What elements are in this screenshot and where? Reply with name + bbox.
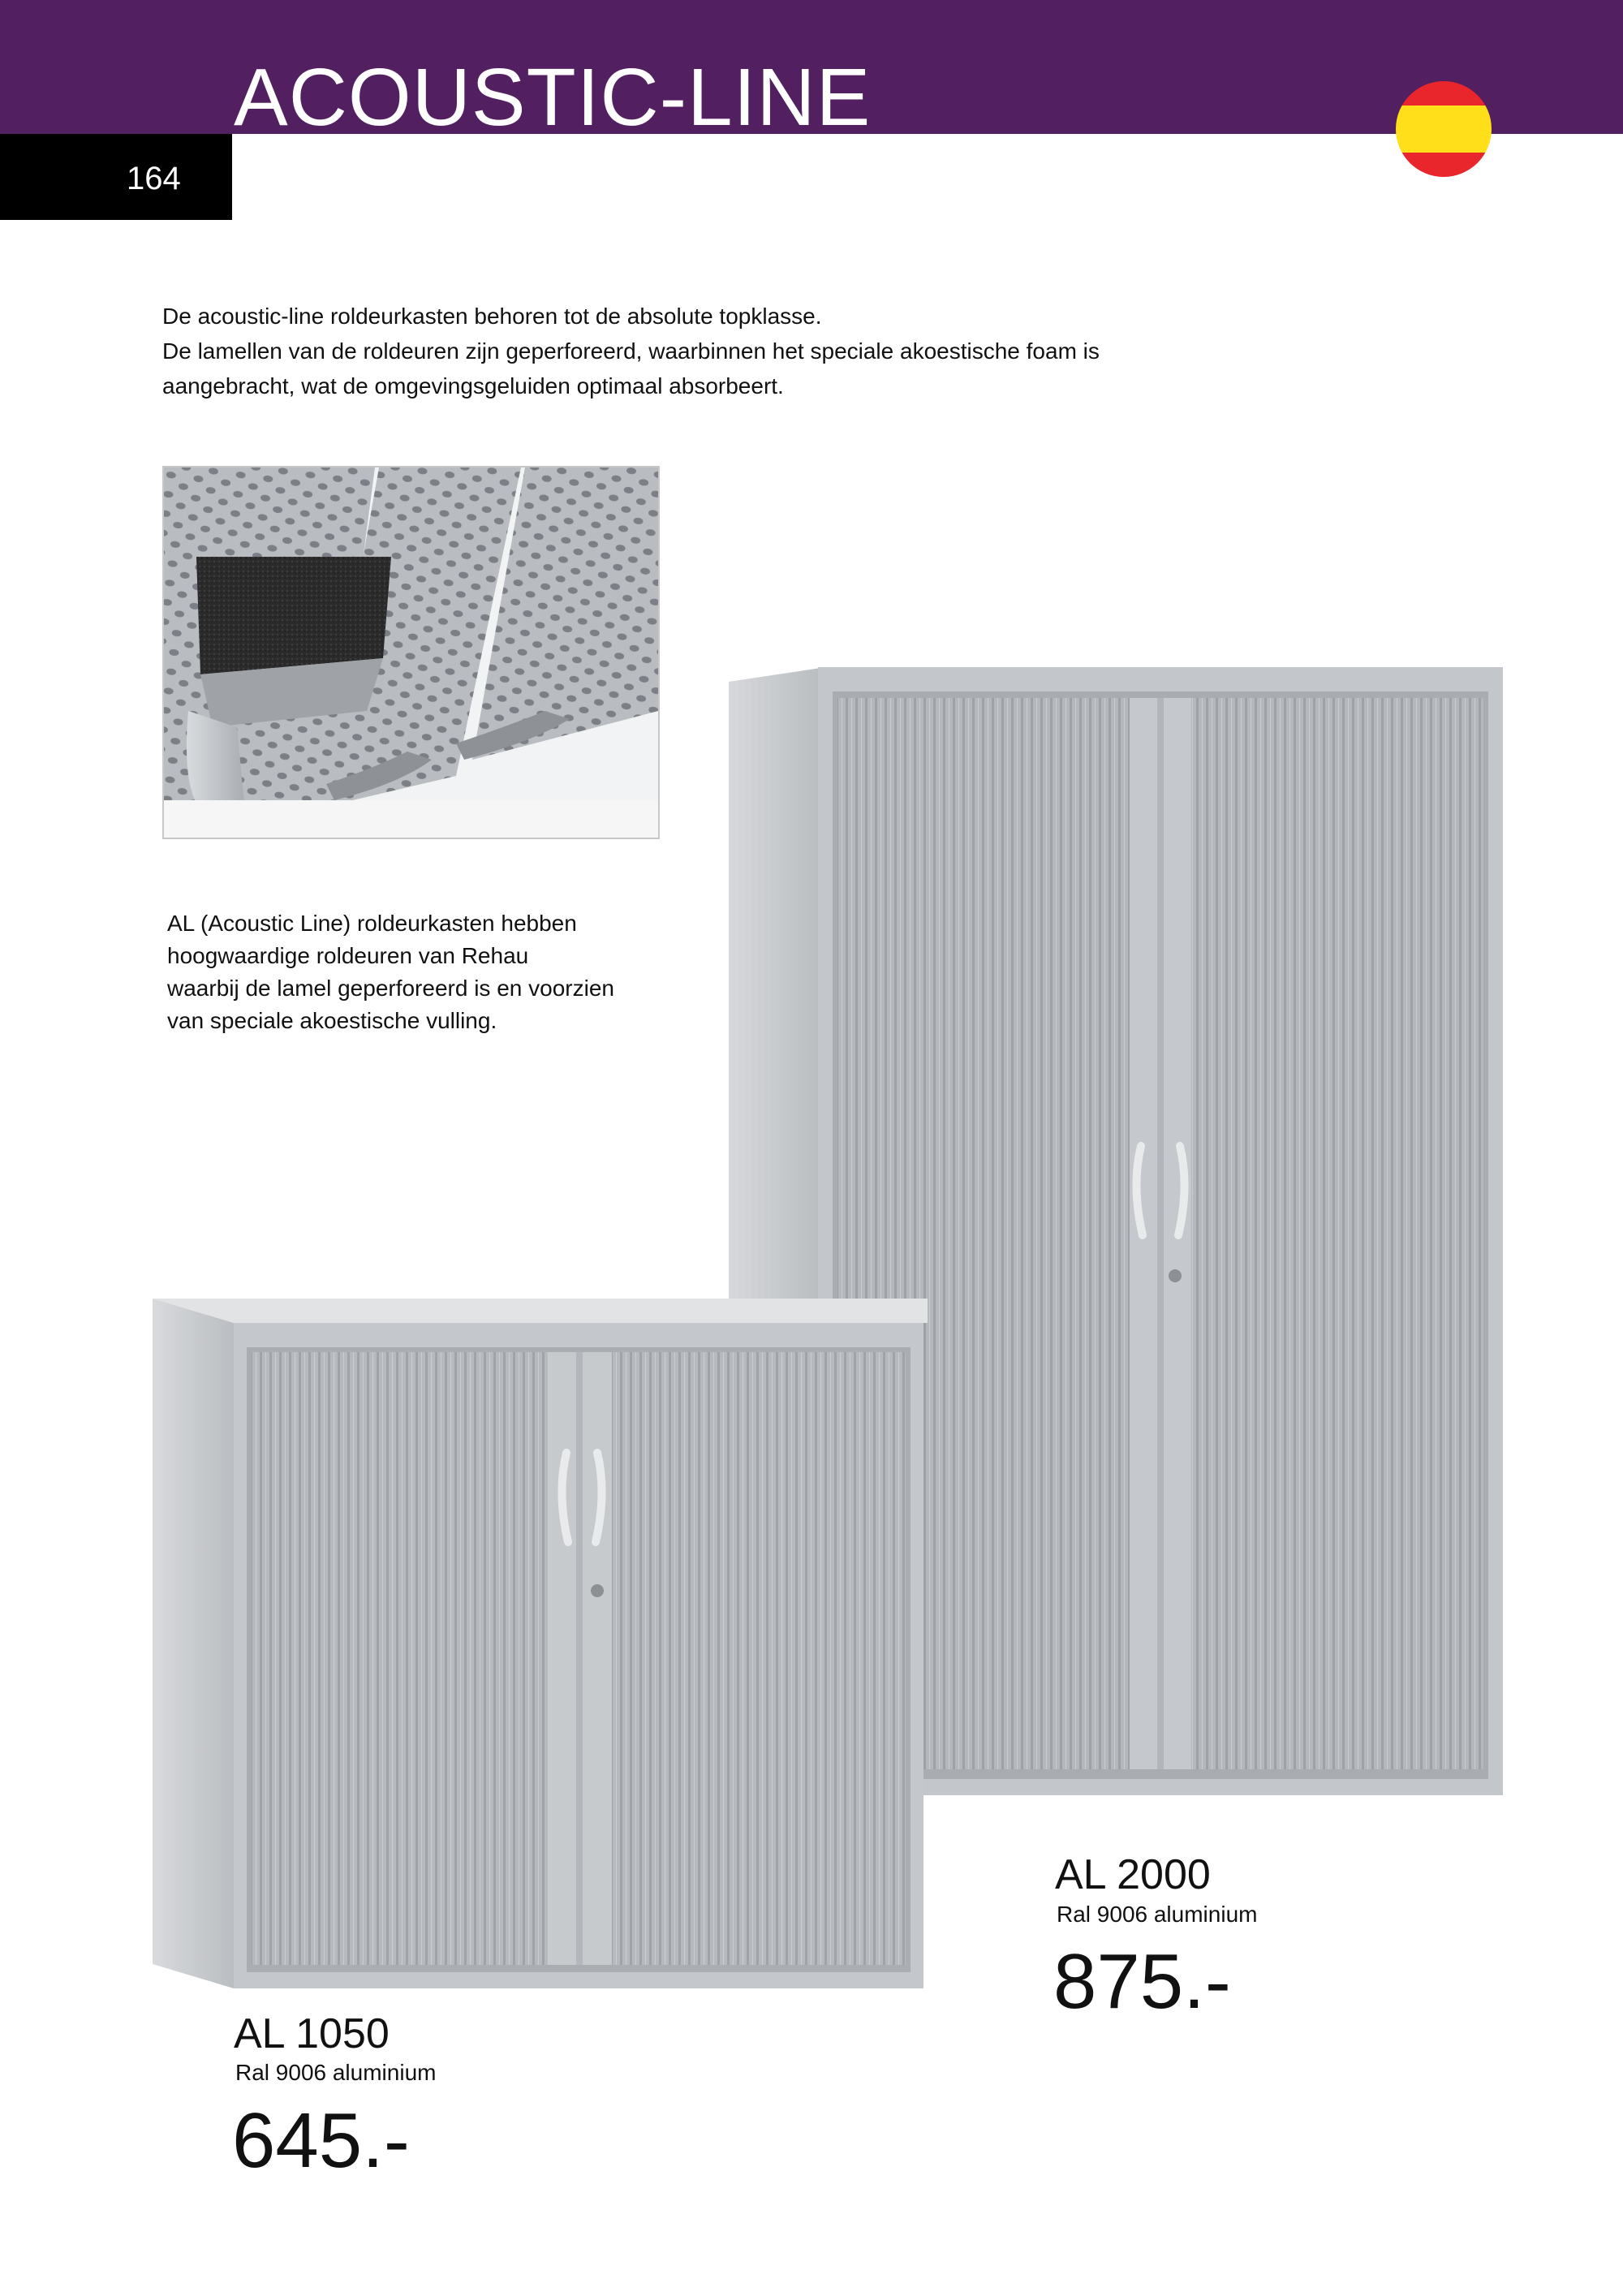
page-title: ACOUSTIC-LINE — [234, 52, 872, 143]
intro-line: De lamellen van de roldeuren zijn geperforeerd, waarbinnen het speciale akoestische foam is — [162, 338, 1100, 364]
product-caption — [167, 907, 687, 1037]
product-price: 645.- — [232, 2097, 410, 2184]
caption-line: hoogwaardige roldeuren van Rehau — [167, 943, 529, 968]
product-name: AL 1050 — [234, 2010, 390, 2057]
low-cabinet-image — [153, 1299, 928, 1988]
intro-line: aangebracht, wat de omgevingsgeluiden optimaal absorbeert. — [162, 373, 784, 398]
caption-line: AL (Acoustic Line) roldeurkasten hebben — [167, 911, 577, 936]
product-finish: Ral 9006 aluminium — [235, 2060, 437, 2085]
slat-detail-photo — [162, 466, 660, 839]
caption-line: waarbij de lamel geperforeerd is en voorzien — [167, 976, 614, 1001]
intro-text — [162, 299, 1298, 403]
product-finish: Ral 9006 aluminium — [1057, 1902, 1258, 1927]
spain-flag-icon — [1396, 81, 1492, 177]
page-number: 164 — [127, 161, 181, 196]
product-name: AL 2000 — [1055, 1851, 1211, 1898]
page-number-box — [0, 134, 232, 220]
caption-line: van speciale akoestische vulling. — [167, 1008, 497, 1033]
intro-line: De acoustic-line roldeurkasten behoren tot de absolute topklasse. — [162, 304, 822, 329]
product-price: 875.- — [1053, 1938, 1231, 2025]
